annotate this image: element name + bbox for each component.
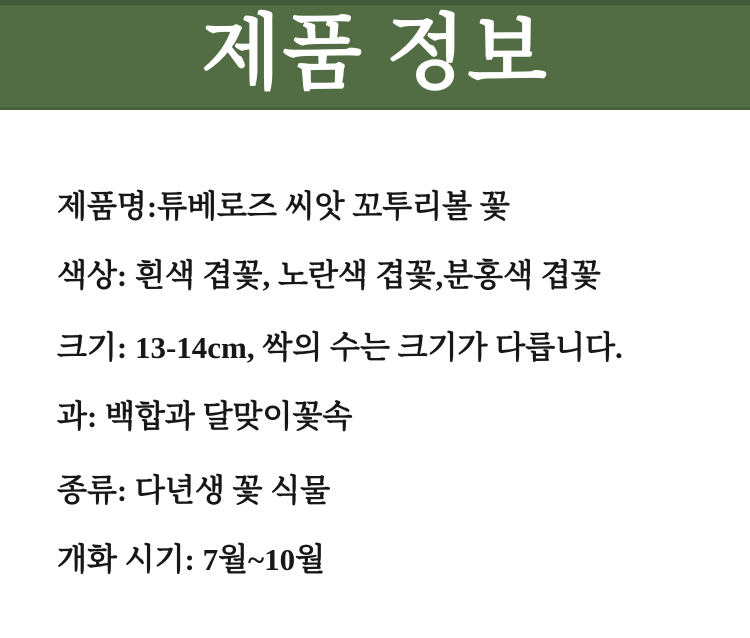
family-line: 과: 백합과 달맞이꽃속 <box>57 399 353 434</box>
bloom-period-line: 개화 시기: 7월~10월 <box>57 542 326 577</box>
color-line: 색상: 흰색 겹꽃, 노란색 겹꽃,분홍색 겹꽃 <box>57 258 601 293</box>
page-title: 제품 정보 <box>201 8 549 99</box>
header-banner <box>0 0 750 110</box>
product-name-line: 제품명:튜베로즈 씨앗 꼬투리볼 꽃 <box>57 189 510 224</box>
size-line: 크기: 13-14cm, 싹의 수는 크기가 다릅니다. <box>57 330 623 365</box>
type-line: 종류: 다년생 꽃 식물 <box>57 473 331 508</box>
